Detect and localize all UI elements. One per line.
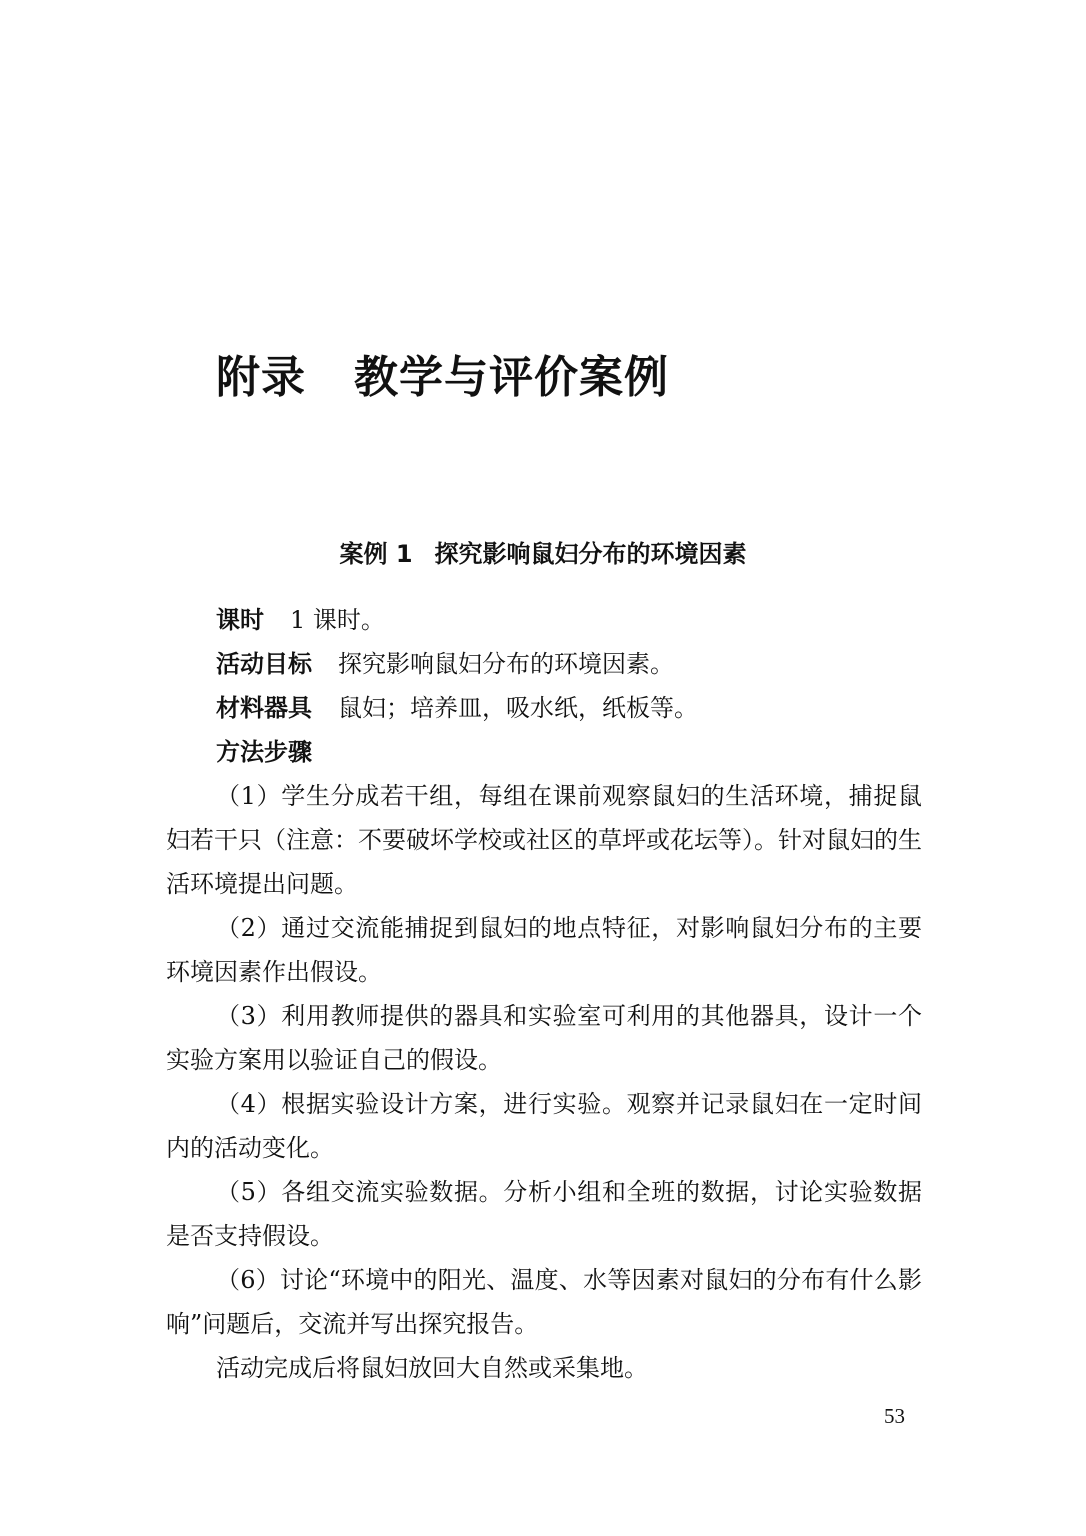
step-2: （2）通过交流能捕捉到鼠妇的地点特征，对影响鼠妇分布的主要环境因素作出假设。	[166, 914, 922, 986]
materials-label: 材料器具	[216, 694, 312, 722]
step-1: （1）学生分成若干组，每组在课前观察鼠妇的生活环境，捕捉鼠妇若干只（注意：不要破坏学校或社区的草坪或花坛等）。针对鼠妇的生活环境提出问题。	[166, 782, 922, 898]
goal-label: 活动目标	[216, 650, 312, 678]
goal-row	[166, 642, 922, 686]
step-4: （4）根据实验设计方案，进行实验。观察并记录鼠妇在一定时间内的活动变化。	[166, 1090, 922, 1162]
step-6: （6）讨论“环境中的阳光、温度、水等因素对鼠妇的分布有什么影响”问题后，交流并写出探究报告。	[166, 1266, 922, 1338]
case-body	[166, 598, 922, 1390]
period-row	[166, 598, 922, 642]
chapter-prefix: 附录	[216, 352, 306, 403]
method-label: 方法步骤	[216, 738, 312, 766]
page-number: 53	[884, 1404, 905, 1428]
period-value: 1 课时。	[290, 606, 385, 634]
step-5: （5）各组交流实验数据。分析小组和全班的数据，讨论实验数据是否支持假设。	[166, 1178, 922, 1250]
method-row	[166, 730, 922, 774]
case-heading: 探究影响鼠妇分布的环境因素	[434, 540, 747, 568]
period-label: 课时	[216, 606, 264, 634]
chapter-heading: 教学与评价案例	[354, 352, 669, 403]
case-number: 案例 1	[339, 540, 413, 568]
step-3: （3）利用教师提供的器具和实验室可利用的其他器具，设计一个实验方案用以验证自己的假设。	[166, 1002, 922, 1074]
case-title	[0, 536, 1086, 572]
goal-value: 探究影响鼠妇分布的环境因素。	[338, 650, 674, 678]
materials-row	[166, 686, 922, 730]
closing-note: 活动完成后将鼠妇放回大自然或采集地。	[216, 1354, 648, 1382]
chapter-title	[216, 350, 669, 406]
materials-value: 鼠妇；培养皿，吸水纸，纸板等。	[338, 694, 698, 722]
